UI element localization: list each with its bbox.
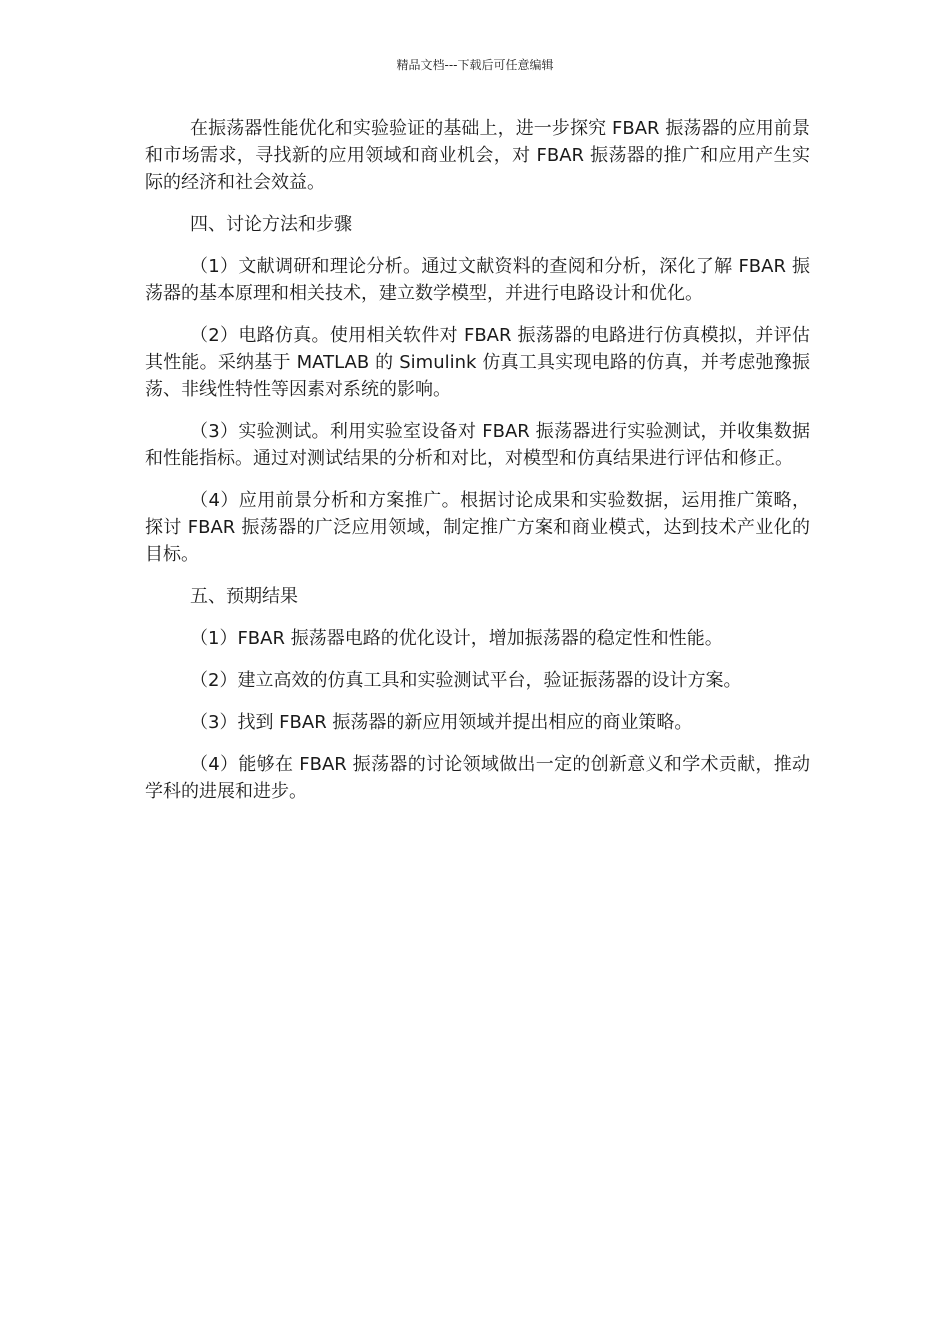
section-5-heading: 五、预期结果 — [190, 586, 298, 607]
section-5-item-2: （2）建立高效的仿真工具和实验测试平台，验证振荡器的设计方案。 — [190, 670, 742, 691]
section-4-heading: 四、讨论方法和步骤 — [190, 214, 352, 235]
section-5-item-3: （3）找到 FBAR 振荡器的新应用领域并提出相应的商业策略。 — [190, 712, 693, 733]
section-4-item-3: （3）实验测试。利用实验室设备对 FBAR 振荡器进行实验测试，并收集数据和性能指标。通过对测试结果的分析和对比，对模型和仿真结果进行评估和修正。 — [145, 421, 810, 469]
page-header: 精品文档---下载后可任意编辑 — [396, 58, 554, 72]
document-body — [145, 115, 810, 820]
section-4-item-2: （2）电路仿真。使用相关软件对 FBAR 振荡器的电路进行仿真模拟，并评估其性能。采纳基于 MATLAB 的 Simulink 仿真工具实现电路的仿真，并考虑弛豫振荡、非线性特性等因素对系统的影响。 — [145, 325, 810, 400]
section-4-item-4: （4）应用前景分析和方案推广。根据讨论成果和实验数据，运用推广策略，探讨 FBAR 振荡器的广泛应用领域，制定推广方案和商业模式，达到技术产业化的目标。 — [145, 490, 810, 565]
intro-paragraph: 在振荡器性能优化和实验验证的基础上，进一步探究 FBAR 振荡器的应用前景和市场需求，寻找新的应用领域和商业机会，对 FBAR 振荡器的推广和应用产生实际的经济和社会效益。 — [145, 118, 810, 193]
section-5-item-4: （4）能够在 FBAR 振荡器的讨论领域做出一定的创新意义和学术贡献，推动学科的进展和进步。 — [145, 754, 810, 802]
section-4-item-1: （1）文献调研和理论分析。通过文献资料的查阅和分析，深化了解 FBAR 振荡器的基本原理和相关技术，建立数学模型，并进行电路设计和优化。 — [145, 256, 810, 304]
section-5-item-1: （1）FBAR 振荡器电路的优化设计，增加振荡器的稳定性和性能。 — [190, 628, 723, 649]
